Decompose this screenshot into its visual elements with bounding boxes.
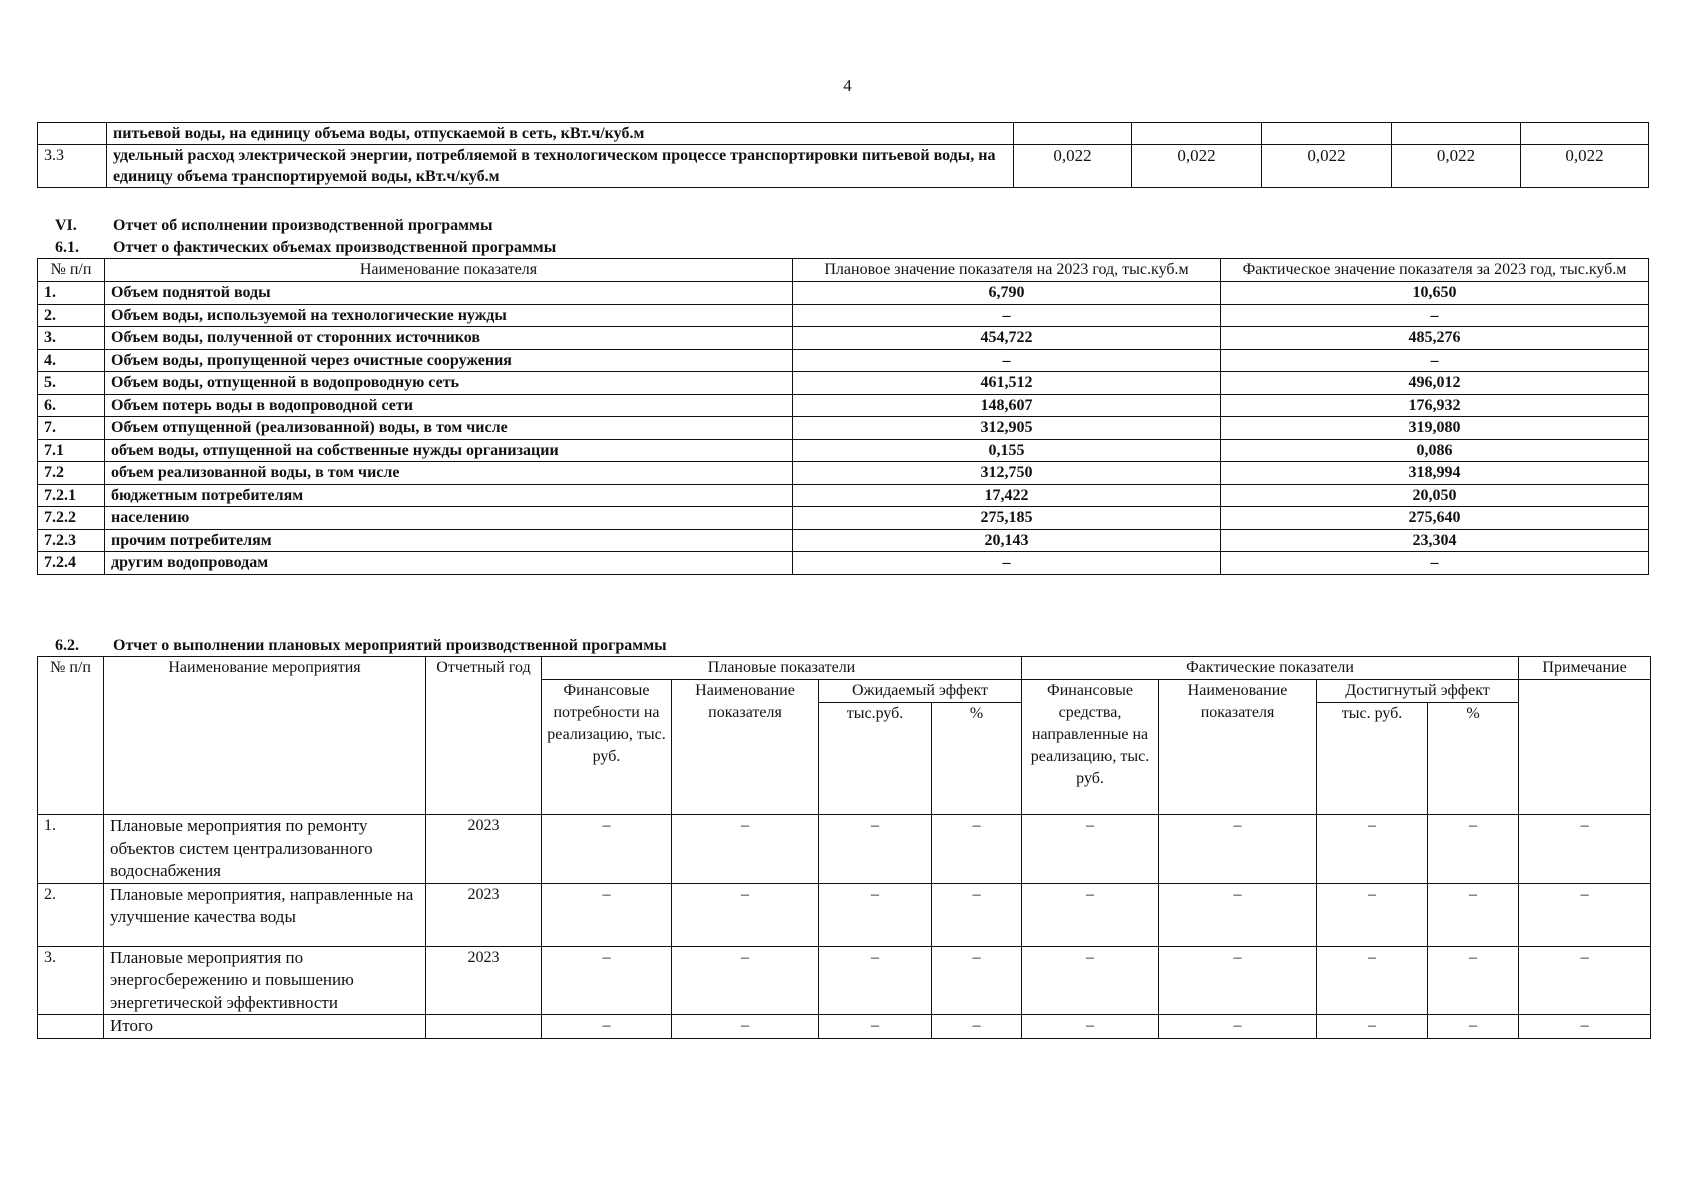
section-title: Отчет о фактических объемах производственной программы [113,239,557,256]
value-cell: – [542,883,672,946]
indicator-name: Объем воды, пропущенной через очистные сооружения [105,349,793,372]
indicator-name: прочим потребителям [105,529,793,552]
value-cell: – [672,1015,819,1039]
value-cell [1014,123,1132,145]
value-cell [1521,123,1649,145]
value-cell: – [1428,1015,1519,1039]
measure-name: Плановые мероприятия по ремонту объектов систем централизованного водоснабжения [104,815,426,884]
row-number: 7.2.1 [38,484,105,507]
table-row [38,304,1649,327]
plan-value: 454,722 [793,327,1221,350]
table-row [38,439,1649,462]
page-number: 4 [843,76,852,95]
value-cell: – [1317,883,1428,946]
fact-value: 275,640 [1221,507,1649,530]
indicator-name: Объем поднятой воды [105,282,793,305]
value-cell: – [1317,946,1428,1015]
row-number: 2. [38,304,105,327]
value-cell: – [819,815,932,884]
continuation-table [37,122,1649,188]
value-cell: 0,022 [1262,145,1392,188]
header-name: Наименование мероприятия [104,657,426,815]
table-row [38,417,1649,440]
table-row [38,484,1649,507]
measures-table [37,656,1651,1039]
row-number: 5. [38,372,105,395]
table-row [38,349,1649,372]
section-heading-6-2 [55,636,667,656]
measure-name: Плановые мероприятия по энергосбережению и повышению энергетической эффективности [104,946,426,1015]
fact-value: 20,050 [1221,484,1649,507]
header-plan-effect-rub: тыс.руб. [819,703,932,815]
plan-value: 6,790 [793,282,1221,305]
table-row [38,946,1651,1015]
header-plan-indicator: Наименование показателя [672,680,819,815]
header-fact-effect-rub: тыс. руб. [1317,703,1428,815]
table-row [38,462,1649,485]
row-number [38,1015,104,1039]
value-cell: 0,022 [1014,145,1132,188]
section-title: Отчет об исполнении производственной программы [113,217,493,234]
value-cell: – [1519,815,1651,884]
table-row [38,883,1651,946]
indicator-name: Объем воды, полученной от сторонних источников [105,327,793,350]
plan-value: – [793,552,1221,575]
plan-value: 0,155 [793,439,1221,462]
row-number: 6. [38,394,105,417]
plan-value: 275,185 [793,507,1221,530]
value-cell: – [1022,946,1159,1015]
header-plan: Плановое значение показателя на 2023 год, тыс.куб.м [793,259,1221,282]
indicator-name: объем воды, отпущенной на собственные нужды организации [105,439,793,462]
report-year: 2023 [426,946,542,1015]
table-row [38,507,1649,530]
indicator-name: Объем отпущенной (реализованной) воды, в том числе [105,417,793,440]
measure-name: Плановые мероприятия, направленные на улучшение качества воды [104,883,426,946]
value-cell: – [1022,883,1159,946]
report-year [426,1015,542,1039]
header-note: Примечание [1519,657,1651,680]
value-cell: – [1428,946,1519,1015]
row-number: 7. [38,417,105,440]
value-cell: – [932,946,1022,1015]
volumes-table [37,258,1649,575]
fact-value: 318,994 [1221,462,1649,485]
value-cell: – [1317,1015,1428,1039]
header-no: № п/п [38,657,104,815]
header-plan-effect: Ожидаемый эффект [819,680,1022,703]
section-number: 6.1. [55,239,79,256]
value-cell: – [819,883,932,946]
value-cell: – [542,946,672,1015]
row-number: 1. [38,282,105,305]
indicator-name: удельный расход электрической энергии, потребляемой в технологическом процессе транспортировки питьевой воды, на единицу объема транспортируемой воды, кВт.ч/куб.м [107,145,1014,188]
section-number: VI. [55,217,77,234]
indicator-name: Объем воды, используемой на технологические нужды [105,304,793,327]
fact-value: 10,650 [1221,282,1649,305]
header-fact-effect: Достигнутый эффект [1317,680,1519,703]
indicator-name: объем реализованной воды, в том числе [105,462,793,485]
value-cell: 0,022 [1521,145,1649,188]
fact-value: – [1221,304,1649,327]
indicator-name: Объем воды, отпущенной в водопроводную сеть [105,372,793,395]
report-year: 2023 [426,815,542,884]
value-cell: – [1022,815,1159,884]
value-cell: – [932,1015,1022,1039]
plan-value: 148,607 [793,394,1221,417]
row-number: 7.2.2 [38,507,105,530]
header-fact-indicator: Наименование показателя [1159,680,1317,815]
section-heading-6-1 [55,238,556,258]
plan-value: – [793,349,1221,372]
table-header-row [38,657,1651,680]
value-cell: – [819,1015,932,1039]
value-cell: – [932,815,1022,884]
header-actual: Фактические показатели [1022,657,1519,680]
plan-value: 20,143 [793,529,1221,552]
table-row [38,529,1649,552]
plan-value: – [793,304,1221,327]
fact-value: 176,932 [1221,394,1649,417]
table-row [38,372,1649,395]
value-cell: – [1159,1015,1317,1039]
header-name: Наименование показателя [105,259,793,282]
header-planned: Плановые показатели [542,657,1022,680]
value-cell: – [1159,946,1317,1015]
fact-value: – [1221,552,1649,575]
fact-value: 0,086 [1221,439,1649,462]
value-cell: – [1519,946,1651,1015]
indicator-name: другим водопроводам [105,552,793,575]
row-number: 3. [38,946,104,1015]
value-cell: 0,022 [1132,145,1262,188]
value-cell: – [1022,1015,1159,1039]
value-cell [1262,123,1392,145]
row-number: 7.2.3 [38,529,105,552]
header-year: Отчетный год [426,657,542,815]
plan-value: 461,512 [793,372,1221,395]
indicator-name: населению [105,507,793,530]
value-cell: – [1428,815,1519,884]
fact-value: 319,080 [1221,417,1649,440]
fact-value: – [1221,349,1649,372]
report-year: 2023 [426,883,542,946]
value-cell: – [1317,815,1428,884]
header-plan-effect-pct: % [932,703,1022,815]
header-fact-finance: Финансовые средства, направленные на реализацию, тыс. руб. [1022,680,1159,815]
fact-value: 23,304 [1221,529,1649,552]
value-cell: – [672,883,819,946]
plan-value: 17,422 [793,484,1221,507]
row-number: 4. [38,349,105,372]
table-row [38,123,1649,145]
table-row [38,394,1649,417]
table-row [38,282,1649,305]
table-row [38,327,1649,350]
section-heading-vi [55,216,492,236]
header-fact-effect-pct: % [1428,703,1519,815]
row-number: 7.2 [38,462,105,485]
row-number: 3.3 [38,145,107,188]
value-cell: – [672,946,819,1015]
section-number: 6.2. [55,637,79,654]
table-row [38,1015,1651,1039]
value-cell: – [672,815,819,884]
header-note-empty [1519,680,1651,815]
header-no: № п/п [38,259,105,282]
fact-value: 485,276 [1221,327,1649,350]
row-number: 7.2.4 [38,552,105,575]
header-fact: Фактическое значение показателя за 2023 год, тыс.куб.м [1221,259,1649,282]
value-cell: – [542,1015,672,1039]
measure-name: Итого [104,1015,426,1039]
plan-value: 312,905 [793,417,1221,440]
value-cell: – [932,883,1022,946]
table-row [38,145,1649,188]
value-cell: – [819,946,932,1015]
value-cell: – [542,815,672,884]
value-cell: – [1159,883,1317,946]
plan-value: 312,750 [793,462,1221,485]
table-row [38,552,1649,575]
fact-value: 496,012 [1221,372,1649,395]
row-number: 3. [38,327,105,350]
value-cell [1392,123,1521,145]
indicator-name: бюджетным потребителям [105,484,793,507]
indicator-name: питьевой воды, на единицу объема воды, отпускаемой в сеть, кВт.ч/куб.м [107,123,1014,145]
value-cell: – [1159,815,1317,884]
value-cell: – [1519,1015,1651,1039]
row-number [38,123,107,145]
value-cell: 0,022 [1392,145,1521,188]
section-title: Отчет о выполнении плановых мероприятий производственной программы [113,637,667,654]
value-cell: – [1428,883,1519,946]
indicator-name: Объем потерь воды в водопроводной сети [105,394,793,417]
row-number: 2. [38,883,104,946]
header-plan-finance: Финансовые потребности на реализацию, тыс. руб. [542,680,672,815]
table-header-row [38,259,1649,282]
row-number: 7.1 [38,439,105,462]
row-number: 1. [38,815,104,884]
value-cell: – [1519,883,1651,946]
table-row [38,815,1651,884]
value-cell [1132,123,1262,145]
